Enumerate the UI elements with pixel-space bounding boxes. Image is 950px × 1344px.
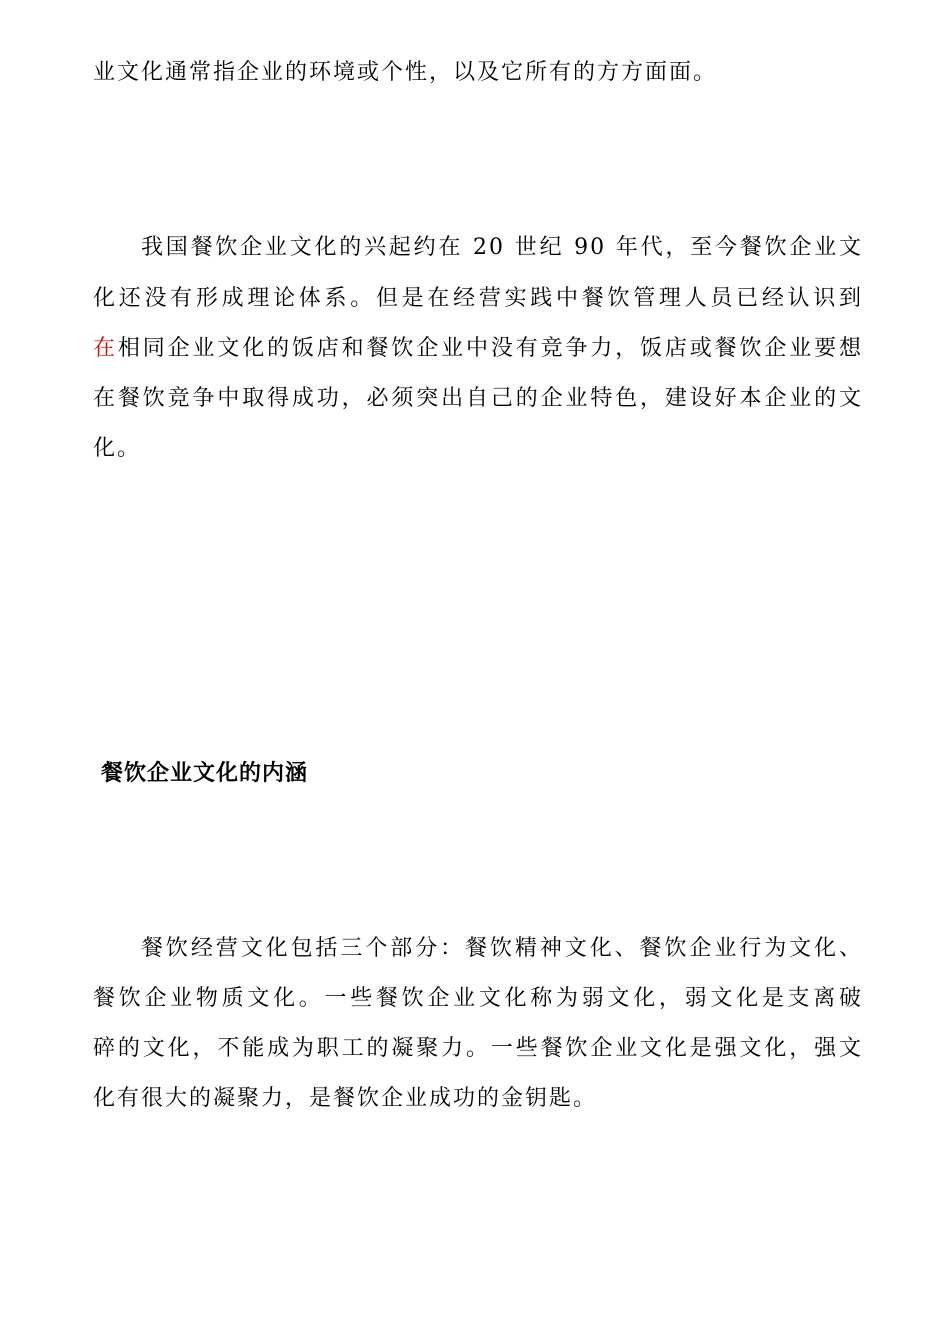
paragraph-3-line-3: 碎的文化，不能成为职工的凝聚力。一些餐饮企业文化是强文化，强文 xyxy=(93,1036,863,1061)
paragraph-3-line-1: 餐饮经营文化包括三个部分：餐饮精神文化、餐饮企业行为文化、 xyxy=(141,936,863,961)
paragraph-3-line-4: 化有很大的凝聚力，是餐饮企业成功的金钥匙。 xyxy=(93,1086,598,1111)
paragraph-2-line-3 xyxy=(93,334,863,364)
section-heading: 餐饮企业文化的内涵 xyxy=(101,761,309,786)
paragraph-1-line-1: 业文化通常指企业的环境或个性，以及它所有的方方面面。 xyxy=(93,60,718,85)
paragraph-2-line-4: 在餐饮竞争中取得成功，必须突出自己的企业特色，建设好本企业的文 xyxy=(93,386,863,411)
paragraph-2-line-2: 化还没有形成理论体系。但是在经营实践中餐饮管理人员已经认识到 xyxy=(93,286,863,311)
paragraph-2-line-5: 化。 xyxy=(93,436,142,461)
paragraph-3-line-2: 餐饮企业物质文化。一些餐饮企业文化称为弱文化，弱文化是支离破 xyxy=(93,986,863,1011)
paragraph-2-line-1: 我国餐饮企业文化的兴起约在 20 世纪 90 年代，至今餐饮企业文 xyxy=(141,235,863,260)
highlighted-char: 在 xyxy=(93,336,118,361)
paragraph-2-line-3-rest: 相同企业文化的饭店和餐饮企业中没有竞争力，饭店或餐饮企业要想 xyxy=(117,336,863,361)
